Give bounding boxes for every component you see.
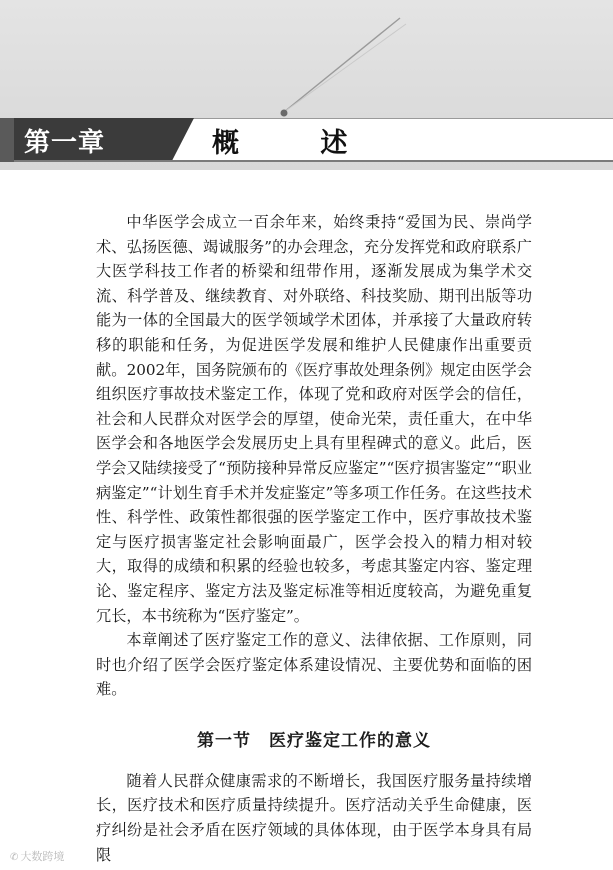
section-paragraph: 随着人民群众健康需求的不断增长，我国医疗服务量持续增长，医疗技术和医疗质量持续提升。医疗活动关乎生命健康，医疗纠纷是社会矛盾在医疗领域的具体体现，由于医学本身具有局限 (96, 771, 532, 864)
intro-paragraph: 中华医学会成立一百余年来，始终秉持“爱国为民、崇尚学术、弘扬医德、竭诚服务”的办会理念，充分发挥党和政府联系广大医学科技工作者的桥梁和纽带作用，逐渐发展成为集学术交流、科学普及、继续教育、对外联络、科技奖励、期刊出版等功能为一体的全国最大的医学领域学术团体，并承接了大量政府转移的职能和任务，为促进医学发展和维护人民健康作出重要贡献。2002年，国务院颁布的《医疗事故处理条例》规定由医学会组织医疗事故技术鉴定工作，体现了党和政府对医学会的信任，社会和人民群众对医学会的厚望，使命光荣，责任重大，在中华医学会和各地医学会发展历史上具有里程碑式的意义。此后，医学会又陆续接受了“预防接种异常反应鉴定”“医疗损害鉴定”“职业病鉴定”“计划生育手术并发症鉴定”等多项工作任务。在这些技术性、科学性、政策性都很强的医学鉴定工作中，医疗事故技术鉴定与医疗损害鉴定社会影响面最广，医学会投入的精力相对较大，取得的成绩和积累的经验也较多，考虑其鉴定内容、鉴定理论、鉴定程序、鉴定方法及鉴定标准等相近度较高，为避免重复冗长，本书统称为“医疗鉴定”。 (96, 213, 532, 625)
chapter-title: 概 述 (212, 128, 384, 159)
watermark-text: 大数跨境 (20, 850, 65, 863)
watermark (10, 848, 64, 864)
watermark-icon: ✆ (10, 852, 19, 863)
chapter-bar-underline (14, 160, 613, 162)
chapter-summary-paragraph: 本章阐述了医疗鉴定工作的意义、法律依据、工作原则，同时也介绍了医学会医疗鉴定体系建设情况、主要优势和面临的困难。 (96, 631, 532, 699)
page-content (96, 210, 532, 867)
chapter-number: 第一章 (24, 128, 106, 158)
chapter-bar-edge (0, 118, 14, 162)
section-heading: 第一节 医疗鉴定工作的意义 (197, 730, 431, 751)
